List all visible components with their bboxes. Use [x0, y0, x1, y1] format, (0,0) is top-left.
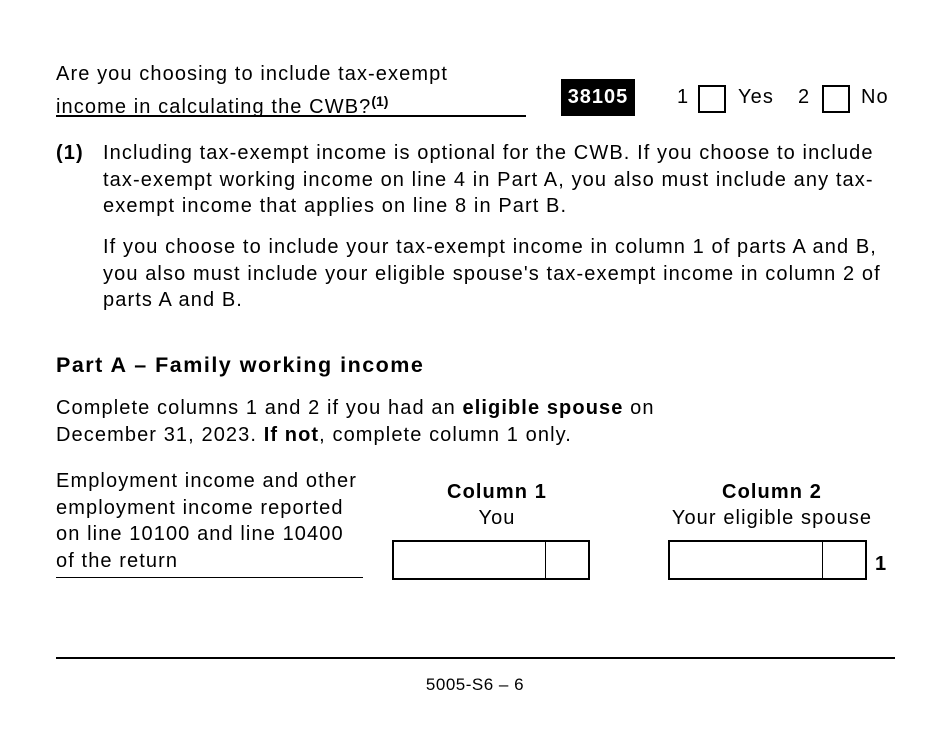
column-2-subtitle: Your eligible spouse	[671, 507, 873, 529]
column-1-dollars-field[interactable]	[394, 542, 546, 578]
option-yes-number: 1	[677, 86, 690, 108]
tax-exempt-question	[56, 61, 526, 121]
note-marker: (1)	[56, 142, 84, 164]
column-1-subtitle: You	[478, 507, 516, 529]
column-2-cents-field[interactable]	[823, 542, 865, 578]
intro-bold-if-not: If not	[263, 423, 320, 446]
option-no-number: 2	[798, 86, 811, 108]
intro-text-3: December 31, 2023.	[56, 423, 264, 446]
part-a-instructions	[56, 395, 816, 448]
part-a-title: Part A – Family working income	[56, 353, 425, 377]
note-paragraph-1: Including tax-exempt income is optional for the CWB. If you choose to include tax-exempt working income on line 4 in Part A, you also must include any tax-exempt income that applies on line 8 in Part B.	[103, 142, 874, 217]
option-yes-label: Yes	[738, 86, 774, 108]
column-2-amount-field[interactable]	[668, 540, 867, 580]
note-paragraph-2: If you choose to include your tax-exempt income in column 1 of parts A and B, you also must include your eligible spouse's tax-exempt income in column 2 of parts A and B.	[103, 236, 881, 311]
footnote-reference: (1)	[371, 93, 389, 109]
question-underline	[56, 115, 526, 117]
line-number: 1	[875, 553, 888, 575]
no-checkbox[interactable]	[822, 85, 850, 113]
column-1-cents-field[interactable]	[546, 542, 588, 578]
column-1-title: Column 1	[447, 481, 547, 503]
question-line-1: Are you choosing to include tax-exempt	[56, 63, 448, 85]
yes-checkbox[interactable]	[698, 85, 726, 113]
intro-text-4: , complete column 1 only.	[319, 423, 572, 446]
employment-income-label: Employment income and other employment income reported on line 10100 and line 10400 of the return	[56, 470, 357, 572]
line-code-box: 38105	[561, 79, 635, 116]
column-2-title: Column 2	[722, 481, 822, 503]
option-no-label: No	[861, 86, 889, 108]
intro-bold-eligible-spouse: eligible spouse	[462, 397, 624, 419]
column-2-dollars-field[interactable]	[670, 542, 823, 578]
question-line-2: income in calculating the CWB?	[56, 96, 372, 118]
page-footer: 5005-S6 – 6	[425, 675, 525, 694]
row-label-underline	[56, 577, 363, 578]
footer-rule	[56, 657, 895, 659]
intro-text-1: Complete columns 1 and 2 if you had an	[56, 397, 463, 419]
intro-text-2: on	[623, 397, 655, 419]
column-1-amount-field[interactable]	[392, 540, 590, 580]
